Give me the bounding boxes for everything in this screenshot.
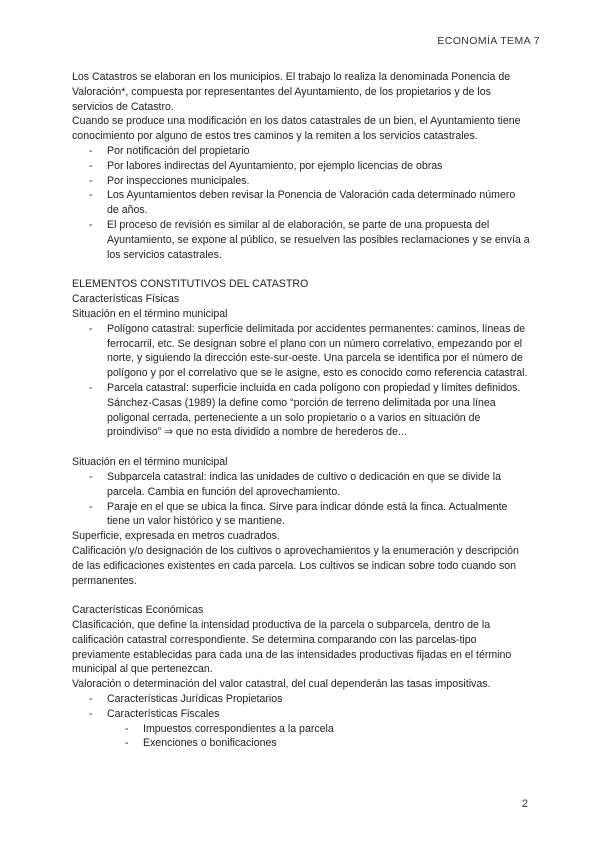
elementos-list [72, 322, 530, 440]
page-header: ECONOMÍA TEMA 7 [437, 35, 540, 47]
list-item: - Características Jurídicas Propietarios [107, 692, 530, 707]
list-item [107, 707, 530, 751]
intro-paragraph: Los Catastros se elaboran en los municipios. El trabajo lo realiza la denominada Ponencia de Valoración*, compuesta por representantes del Ayuntamiento, de los propietarios y de los servicios de Catastro. [72, 71, 511, 113]
calificacion-paragraph: Calificación y/o designación de los cultivos o aprovechamientos y la enumeración y descripción de las edificaciones existentes en cada parcela. Los cultivos se indican sobre todo cuando son permanentes. [72, 544, 519, 587]
list-item: - Impuestos correspondientes a la parcela [143, 722, 530, 737]
list-item: - Por inspecciones municipales. [107, 174, 530, 189]
page-number: 2 [521, 798, 528, 810]
list-item: - El proceso de revisión es similar al de elaboración, se parte de una propuesta del Ayuntamiento, se expone al público, se resuelven las posibles reclamaciones y se envía a los servicios catastrales. [107, 218, 530, 262]
list-item-label: Características Fiscales [107, 707, 220, 720]
section-subheading: Características Físicas [72, 293, 180, 306]
intro-list [72, 144, 530, 262]
list-item: - Los Ayuntamientos deben revisar la Ponencia de Valoración cada determinado número de años. [107, 188, 530, 218]
fiscales-sublist [107, 722, 530, 752]
section-subheading: Características Económicas [72, 604, 204, 617]
list-item: - Por labores indirectas del Ayuntamiento, por ejemplo licencias de obras [107, 159, 530, 174]
economicas-list [72, 692, 530, 751]
list-item: - Por notificación del propietario [107, 144, 530, 159]
list-item: - Subparcela catastral: indica las unidades de cultivo o dedicación en que se divide la parcela. Cambia en función del aprovechamiento. [107, 470, 530, 500]
list-item: - Polígono catastral: superficie delimitada por accidentes permanentes: caminos, líneas de ferrocarril, etc. Se designan sobre el plano con un número correlativo, empezando por el norte, y siguiendo la dirección este-sur-oeste. Una parcela se identifica por el número de polígono y por el correlativo que se le asigne, esto es conocido como referencia catastral. [107, 322, 530, 381]
clasificacion-paragraph: Clasificación, que define la intensidad productiva de la parcela o subparcela, dentro de la calificación catastral correspondiente. Se determina comparando con las parcelas-tipo previamente establecidas para cada una de las intensidades productivas fijadas en el término municipal al que pertenezcan. [72, 619, 512, 676]
intro-paragraph: Cuando se produce una modificación en los datos catastrales de un bien, el Ayuntamiento tiene conocimiento por alguno de estos tres caminos y la remiten a los servicios catastrales. [72, 115, 521, 143]
subsection-label: Situación en el término municipal [72, 456, 228, 469]
subsection-label: Situación en el término municipal [72, 307, 228, 320]
valoracion-paragraph: Valoración o determinación del valor catastral, del cual dependerán las tasas impositivas. [72, 678, 491, 691]
situacion-list [72, 470, 530, 529]
list-item: - Parcela catastral: superficie incluida en cada polígono con propiedad y límites definidos. Sánchez-Casas (1989) la define como “porción de terreno delimitada por una línea poligonal cerrada, perteneciente a un solo propietario o a varios en situación de proindiviso” ⇒ que no esta dividido a nombre de herederos de... [107, 381, 530, 440]
section-heading: ELEMENTOS CONSTITUTIVOS DEL CATASTRO [72, 278, 309, 291]
list-item: - Paraje en el que se ubica la finca. Sirve para indicar dónde está la finca. Actualmente tiene un valor histórico y se mantiene. [107, 500, 530, 530]
superficie-paragraph: Superficie, expresada en metros cuadrados. [72, 530, 280, 543]
list-item: - Exenciones o bonificaciones [143, 736, 530, 751]
document-body [72, 70, 530, 751]
